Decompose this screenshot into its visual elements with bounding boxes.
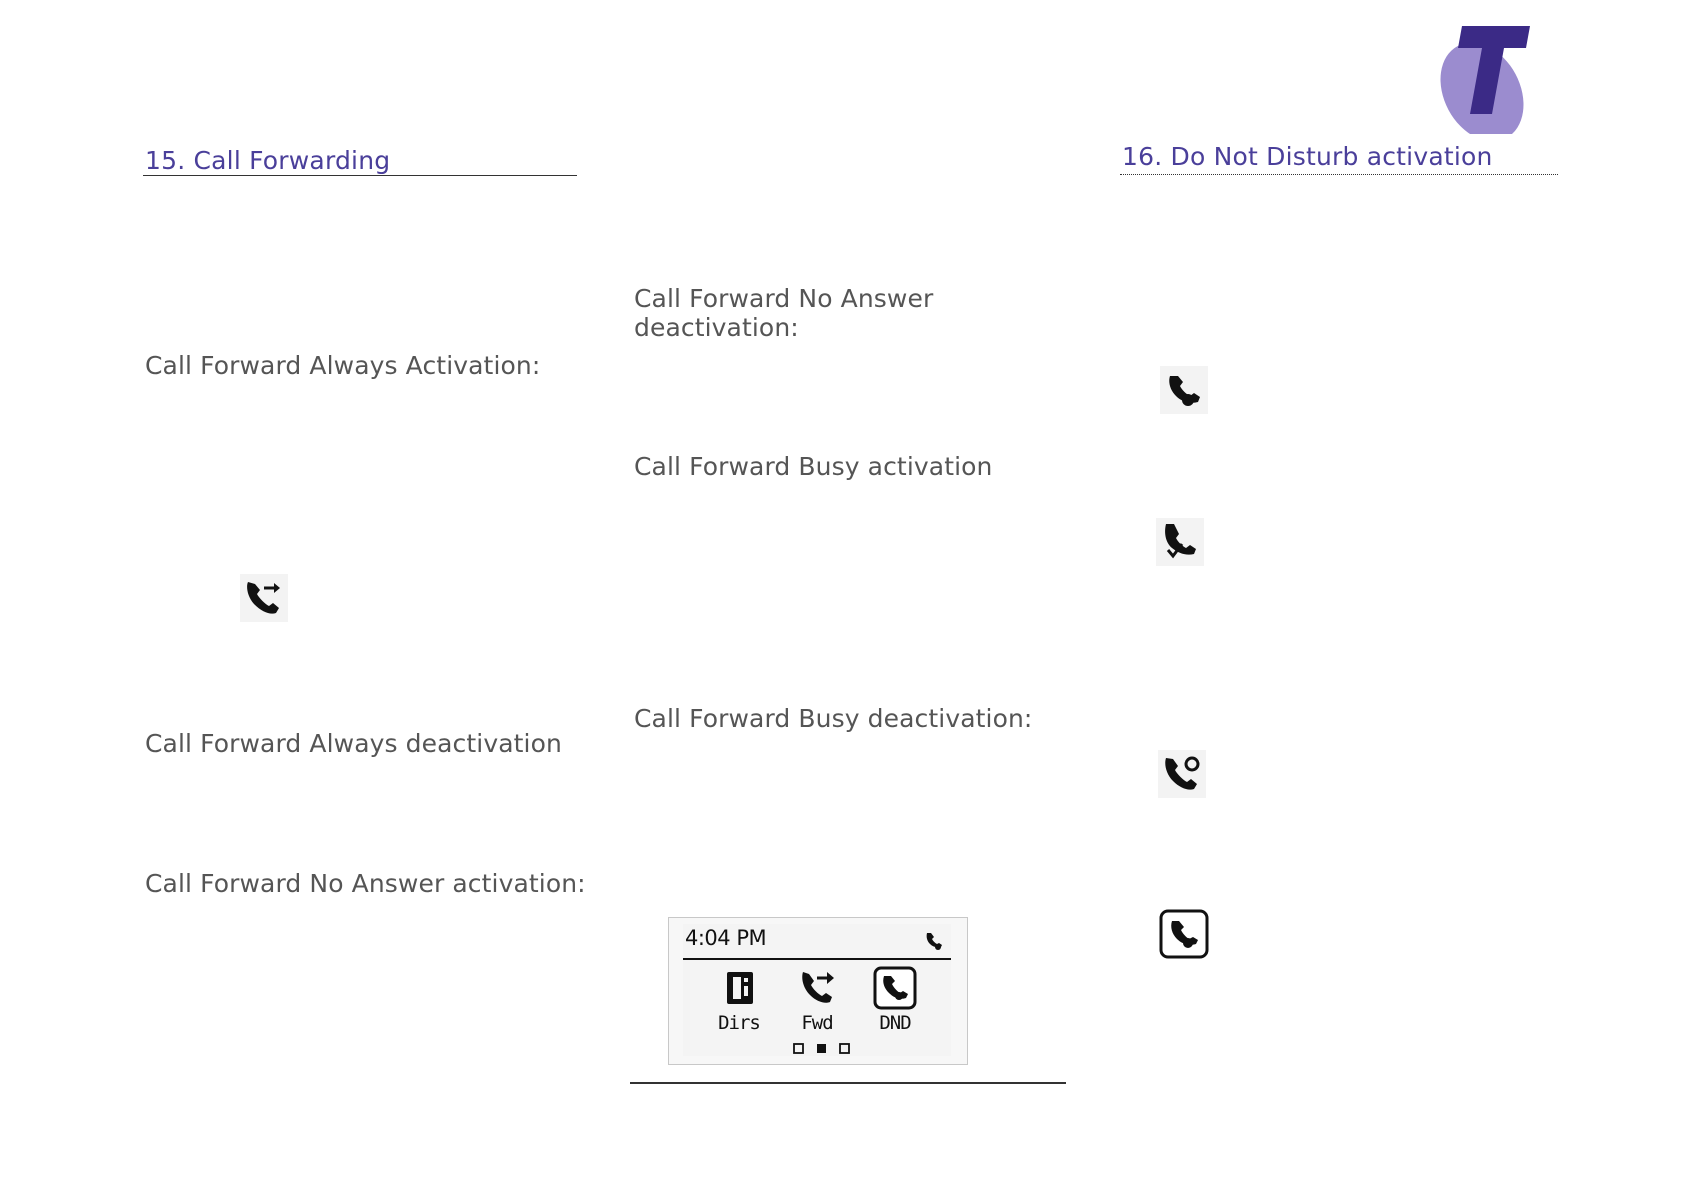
cfna-deactivation-line2: deactivation: xyxy=(634,313,799,342)
status-dnd-icon xyxy=(923,930,947,952)
section-16-heading: 16. Do Not Disturb activation xyxy=(1122,142,1493,171)
page-dot xyxy=(794,1044,803,1053)
section-15-rule xyxy=(143,175,577,176)
softkey-fwd[interactable] xyxy=(789,966,845,1034)
cfna-deactivation-line1: Call Forward No Answer xyxy=(634,284,934,313)
phone-time: 4:04 PM xyxy=(685,926,767,950)
page-indicator xyxy=(793,1042,853,1054)
figure-rule xyxy=(630,1082,1066,1084)
section-16-rule xyxy=(1120,174,1558,175)
voicemail-phone-icon xyxy=(1156,748,1208,800)
brand-logo xyxy=(1436,22,1536,134)
cfb-deactivation-label: Call Forward Busy deactivation: xyxy=(634,704,1033,733)
call-forward-icon xyxy=(238,572,290,624)
phone-screen-display xyxy=(683,924,951,1056)
do-not-disturb-icon xyxy=(1158,364,1210,416)
softkey-dnd-label: DND xyxy=(879,1012,911,1034)
cfa-activation-label: Call Forward Always Activation: xyxy=(145,351,541,380)
dnd-icon xyxy=(873,966,917,1010)
softkey-dirs-label: Dirs xyxy=(718,1012,760,1034)
softkey-fwd-label: Fwd xyxy=(801,1012,833,1034)
page-dot-active xyxy=(817,1044,826,1053)
cfna-activation-label: Call Forward No Answer activation: xyxy=(145,869,586,898)
do-not-disturb-check-icon xyxy=(1154,516,1206,568)
do-not-disturb-boxed-icon xyxy=(1158,908,1210,960)
directory-icon xyxy=(717,966,761,1010)
page-dot xyxy=(840,1044,849,1053)
cfb-activation-label: Call Forward Busy activation xyxy=(634,452,993,481)
softkey-dirs[interactable] xyxy=(711,966,767,1034)
forward-icon xyxy=(795,966,839,1010)
section-15-heading: 15. Call Forwarding xyxy=(145,146,391,175)
phone-screen xyxy=(668,917,968,1065)
cfna-deactivation-label xyxy=(634,284,933,342)
cfa-deactivation-label: Call Forward Always deactivation xyxy=(145,729,562,758)
phone-header-divider xyxy=(683,958,951,960)
softkey-dnd[interactable] xyxy=(867,966,923,1034)
